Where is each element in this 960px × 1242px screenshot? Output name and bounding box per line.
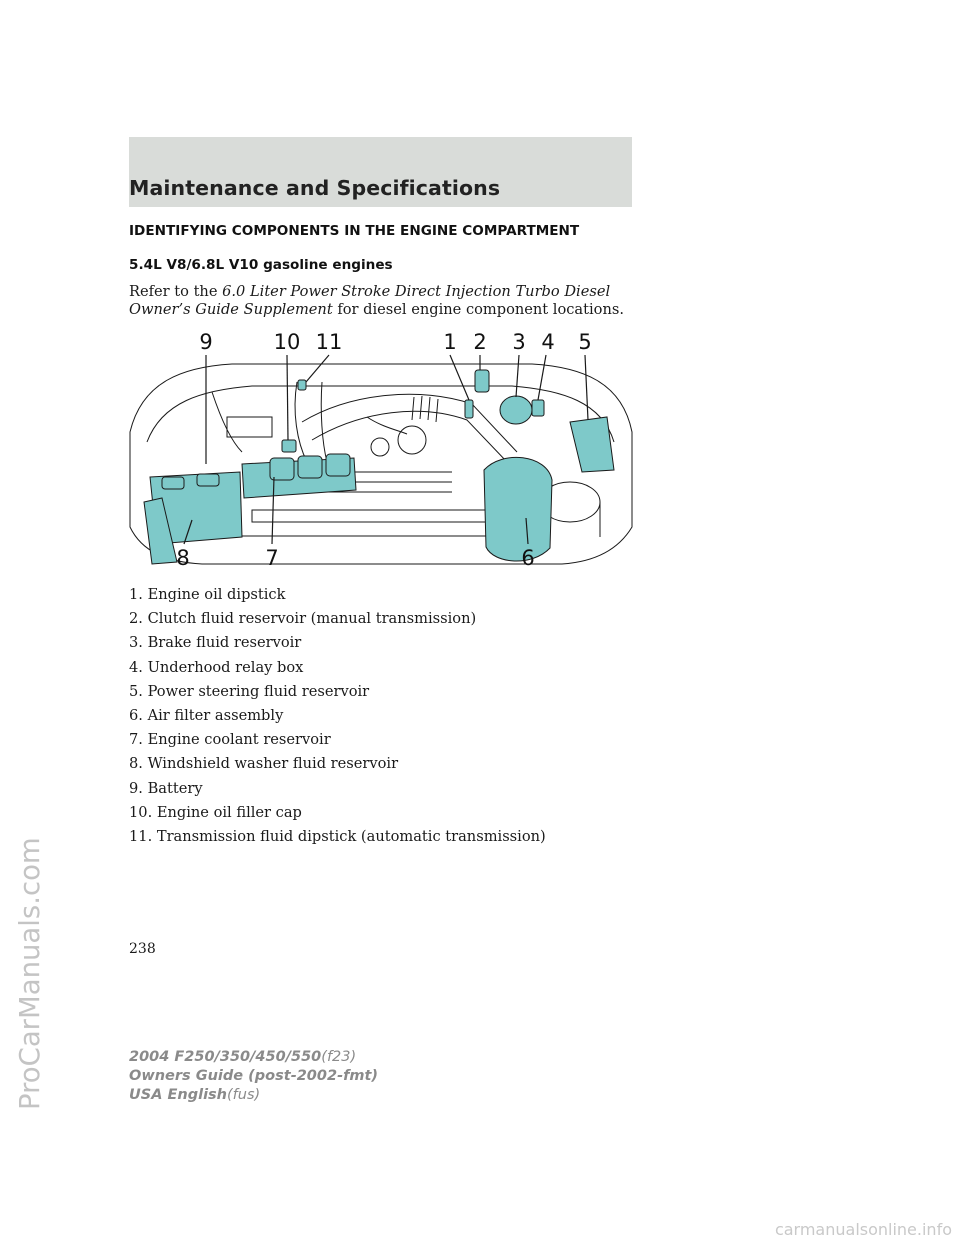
legend-item: 11. Transmission fluid dipstick (automatic transmission) [129,827,546,845]
subsection-title: 5.4L V8/6.8L V10 gasoline engines [129,257,393,273]
intro-prefix: Refer to the [129,283,223,300]
callout-7: 7 [265,546,279,570]
legend-item: 5. Power steering fluid reservoir [129,682,370,700]
callout-10: 10 [273,330,301,354]
callout-1: 1 [443,330,457,354]
intro-paragraph [129,283,629,319]
bottom-watermark: carmanualsonline.info [774,1220,952,1239]
callout-2: 2 [473,330,487,354]
engine-compartment-diagram [122,322,640,584]
legend-item: 6. Air filter assembly [129,706,284,724]
callout-4: 4 [541,330,555,354]
callout-8: 8 [176,546,190,570]
footer-language: USA English [129,1087,227,1103]
section-title: IDENTIFYING COMPONENTS IN THE ENGINE COMPARTMENT [129,223,580,239]
callout-9: 9 [199,330,213,354]
document-footer [129,1048,378,1105]
component-legend [129,583,546,849]
intro-suffix: for diesel engine component locations. [337,301,624,318]
footer-model: 2004 F250/350/450/550 [129,1049,322,1065]
legend-item: 1. Engine oil dipstick [129,586,286,603]
footer-guide: Owners Guide (post-2002-fmt) [129,1068,379,1084]
legend-item: 8. Windshield washer fluid reservoir [129,755,399,773]
legend-item: 4. Underhood relay box [129,658,304,676]
callout-6: 6 [521,546,535,570]
air-filter-shape [484,457,552,561]
page-header-title: Maintenance and Specifications [129,176,501,200]
legend-item: 3. Brake fluid reservoir [129,634,302,652]
legend-item: 2. Clutch fluid reservoir (manual transmission) [129,610,477,628]
side-watermark: ProCarManuals.com [14,837,46,1110]
legend-item: 7. Engine coolant reservoir [129,731,331,749]
legend-item: 10. Engine oil filler cap [129,803,302,821]
intro-guide-title: 6.0 Liter Power Stroke Direct Injection Turbo Diesel Owner’s Guide Supplement [129,283,611,318]
page-number: 238 [129,941,156,957]
footer-language-tag: (fus) [227,1087,261,1103]
callout-11: 11 [315,330,343,354]
footer-model-tag: (f23) [321,1049,357,1065]
power-steering-reservoir-shape [570,417,614,472]
callout-3: 3 [512,330,526,354]
legend-item: 9. Battery [129,779,203,797]
callout-5: 5 [578,330,592,354]
